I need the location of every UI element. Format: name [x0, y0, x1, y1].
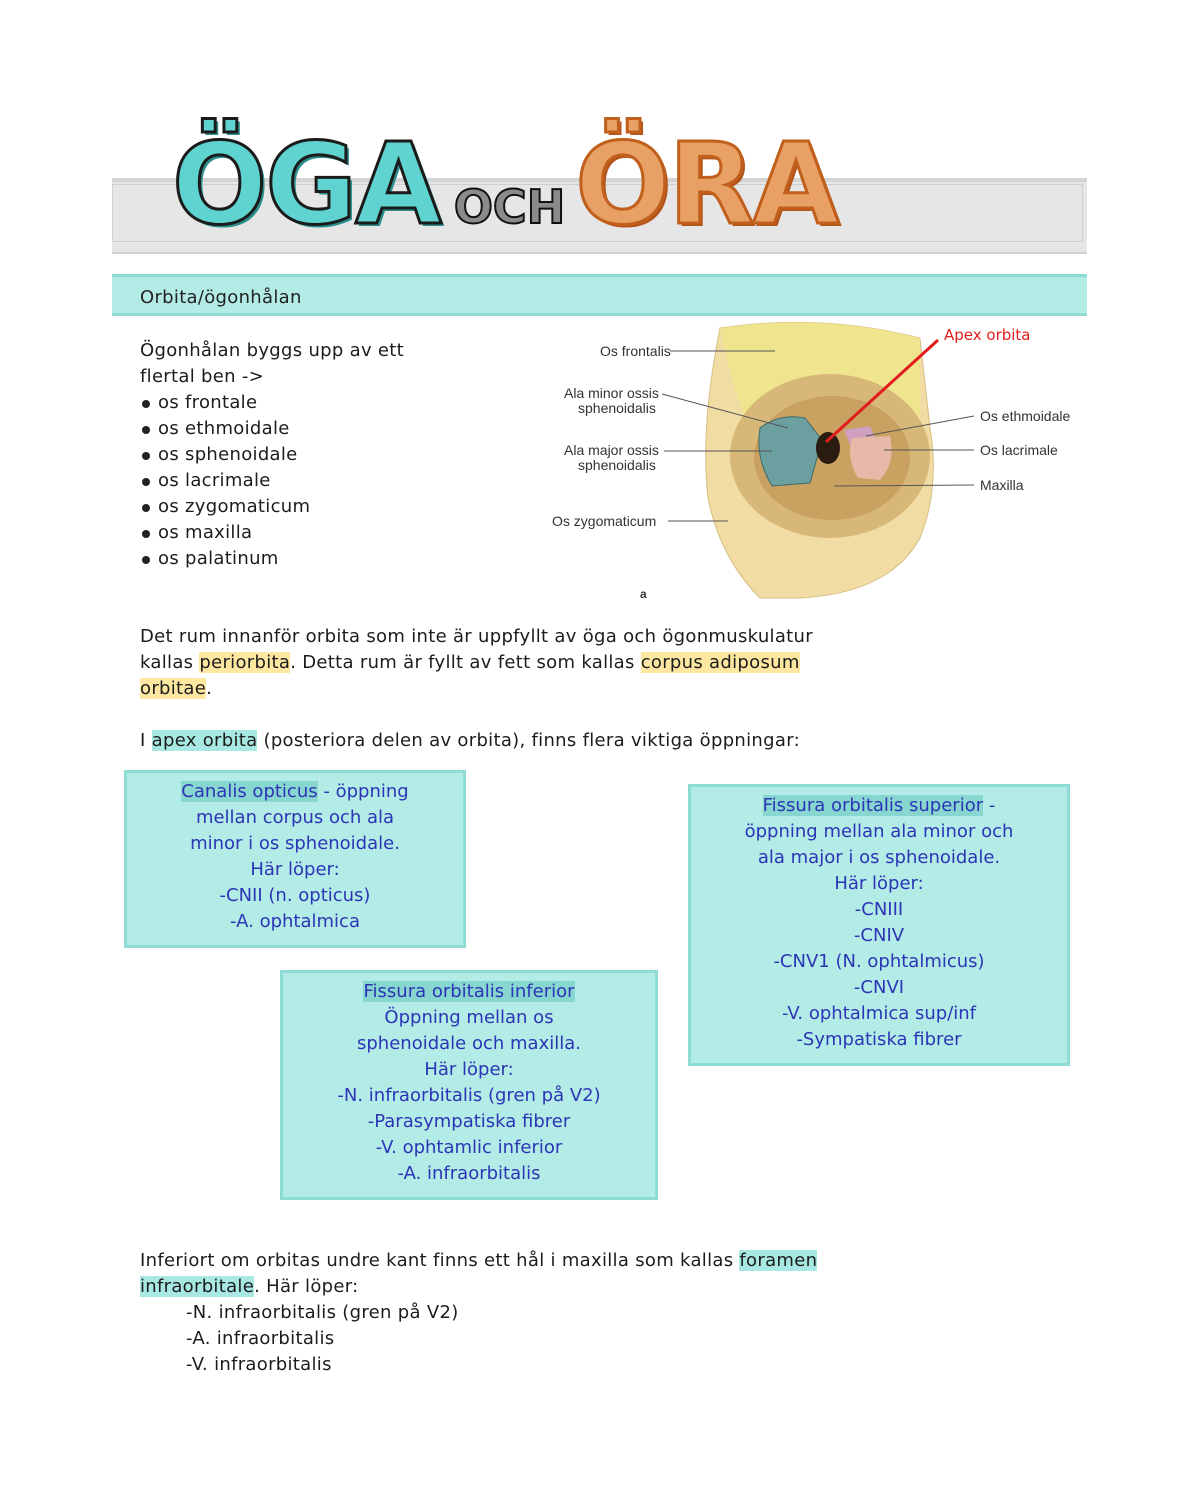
box-line: Här löper:	[834, 873, 924, 894]
box-line: -A. infraorbitalis	[397, 1163, 541, 1184]
label-maxilla: Maxilla	[980, 477, 1024, 493]
periorbita-text: . Detta rum är fyllt av fett som kallas	[290, 652, 641, 673]
apex-text: (posteriora delen av orbita), finns flera viktiga öppningar:	[257, 730, 800, 751]
box-canalis-opticus	[124, 770, 466, 948]
periorbita-line-1: Det rum innanför orbita som inte är uppfyllt av öga och ögonmuskulatur	[140, 626, 813, 647]
box-line: Öppning mellan os	[384, 1007, 554, 1028]
highlight-infraorbitale: infraorbitale	[140, 1276, 255, 1297]
box-line: -Sympatiska fibrer	[796, 1029, 962, 1050]
box-line	[291, 979, 647, 1005]
page-title	[172, 120, 837, 270]
label-ala-major-1: Ala major ossis	[564, 442, 659, 458]
label-ala-minor-2: sphenoidalis	[578, 400, 656, 416]
label-os-zygomaticum: Os zygomaticum	[552, 513, 657, 529]
list-item: os zygomaticum	[140, 494, 500, 520]
highlight-apex-orbita: apex orbita	[151, 730, 258, 751]
box-line: -CNII (n. opticus)	[219, 885, 371, 906]
label-apex-orbita: Apex orbita	[944, 326, 1031, 344]
box-line: -V. ophtamlic inferior	[375, 1137, 563, 1158]
box-line	[699, 793, 1059, 819]
box-line: minor i os sphenoidale.	[190, 833, 400, 854]
apex-text: I	[140, 730, 152, 751]
label-ala-major-2: sphenoidalis	[578, 457, 656, 473]
foramen-text: Inferiort om orbitas undre kant finns ett hål i maxilla som kallas	[140, 1250, 740, 1271]
box-term: Canalis opticus	[181, 781, 318, 802]
box-line: -A. ophtalmica	[230, 911, 360, 932]
box-line: -N. infraorbitalis (gren på V2)	[337, 1085, 601, 1106]
list-item: os frontale	[140, 390, 500, 416]
bone-list	[140, 338, 500, 572]
box-line	[135, 779, 455, 805]
box-line: -CNVI	[853, 977, 905, 998]
box-line: mellan corpus och ala	[195, 807, 395, 828]
box-line: Här löper:	[250, 859, 340, 880]
intro-line-1: Ögonhålan byggs upp av ett	[140, 340, 405, 361]
box-line: -CNIV	[853, 925, 905, 946]
foramen-text: . Här löper:	[254, 1276, 359, 1297]
list-item: os palatinum	[140, 546, 500, 572]
box-line: Här löper:	[424, 1059, 514, 1080]
label-os-frontalis: Os frontalis	[600, 343, 671, 359]
section-heading: Orbita/ögonhålan	[140, 287, 302, 308]
box-line: öppning mellan ala minor och	[744, 821, 1014, 842]
list-item: -A. infraorbitalis	[186, 1328, 335, 1349]
box-line: -CNV1 (N. ophtalmicus)	[773, 951, 985, 972]
orbit-figure	[540, 318, 1100, 608]
title-och: OCH	[453, 180, 566, 234]
intro-line-2: flertal ben ->	[140, 366, 265, 387]
label-panel-a: a	[640, 587, 647, 601]
box-line: -V. ophtalmica sup/inf	[781, 1003, 977, 1024]
box-fissura-superior	[688, 784, 1070, 1066]
box-term: Fissura orbitalis inferior	[363, 981, 575, 1002]
periorbita-line-3	[140, 676, 1060, 702]
list-item: os sphenoidale	[140, 442, 500, 468]
box-text: -	[988, 795, 996, 816]
foramen-paragraph	[140, 1248, 1060, 1378]
box-line: -Parasympatiska fibrer	[367, 1111, 571, 1132]
bones	[140, 390, 500, 572]
label-os-lacrimale: Os lacrimale	[980, 442, 1058, 458]
highlight-corpus-adiposum: corpus adiposum	[640, 652, 800, 673]
highlight-orbitae: orbitae	[140, 678, 207, 699]
foramen-line-1	[140, 1248, 1060, 1274]
box-fissura-inferior	[280, 970, 658, 1200]
list-item: -N. infraorbitalis (gren på V2)	[186, 1302, 459, 1323]
apex-hole	[816, 432, 840, 464]
title-ora: ÖRA	[575, 120, 838, 250]
box-term: Fissura orbitalis superior	[762, 795, 984, 816]
label-ala-minor-1: Ala minor ossis	[564, 385, 659, 401]
apex-paragraph	[140, 728, 1060, 754]
box-line: sphenoidale och maxilla.	[357, 1033, 581, 1054]
periorbita-line-2	[140, 650, 1060, 676]
title-oga: ÖGA	[172, 120, 440, 250]
list-item: os lacrimale	[140, 468, 500, 494]
foramen-line-2	[140, 1274, 1060, 1300]
periorbita-text: kallas	[140, 652, 200, 673]
box-line: -CNIII	[854, 899, 904, 920]
highlight-foramen: foramen	[739, 1250, 818, 1271]
apex-line	[140, 728, 1060, 754]
list-item: os maxilla	[140, 520, 500, 546]
label-os-ethmoidale: Os ethmoidale	[980, 408, 1071, 424]
periorbita-text: .	[206, 678, 213, 699]
list-item: -V. infraorbitalis	[186, 1354, 332, 1375]
section-header	[112, 274, 1087, 316]
highlight-periorbita: periorbita	[199, 652, 291, 673]
list-item: os ethmoidale	[140, 416, 500, 442]
box-text: - öppning	[323, 781, 409, 802]
box-line: ala major i os sphenoidale.	[757, 847, 1001, 868]
periorbita-paragraph	[140, 624, 1060, 702]
